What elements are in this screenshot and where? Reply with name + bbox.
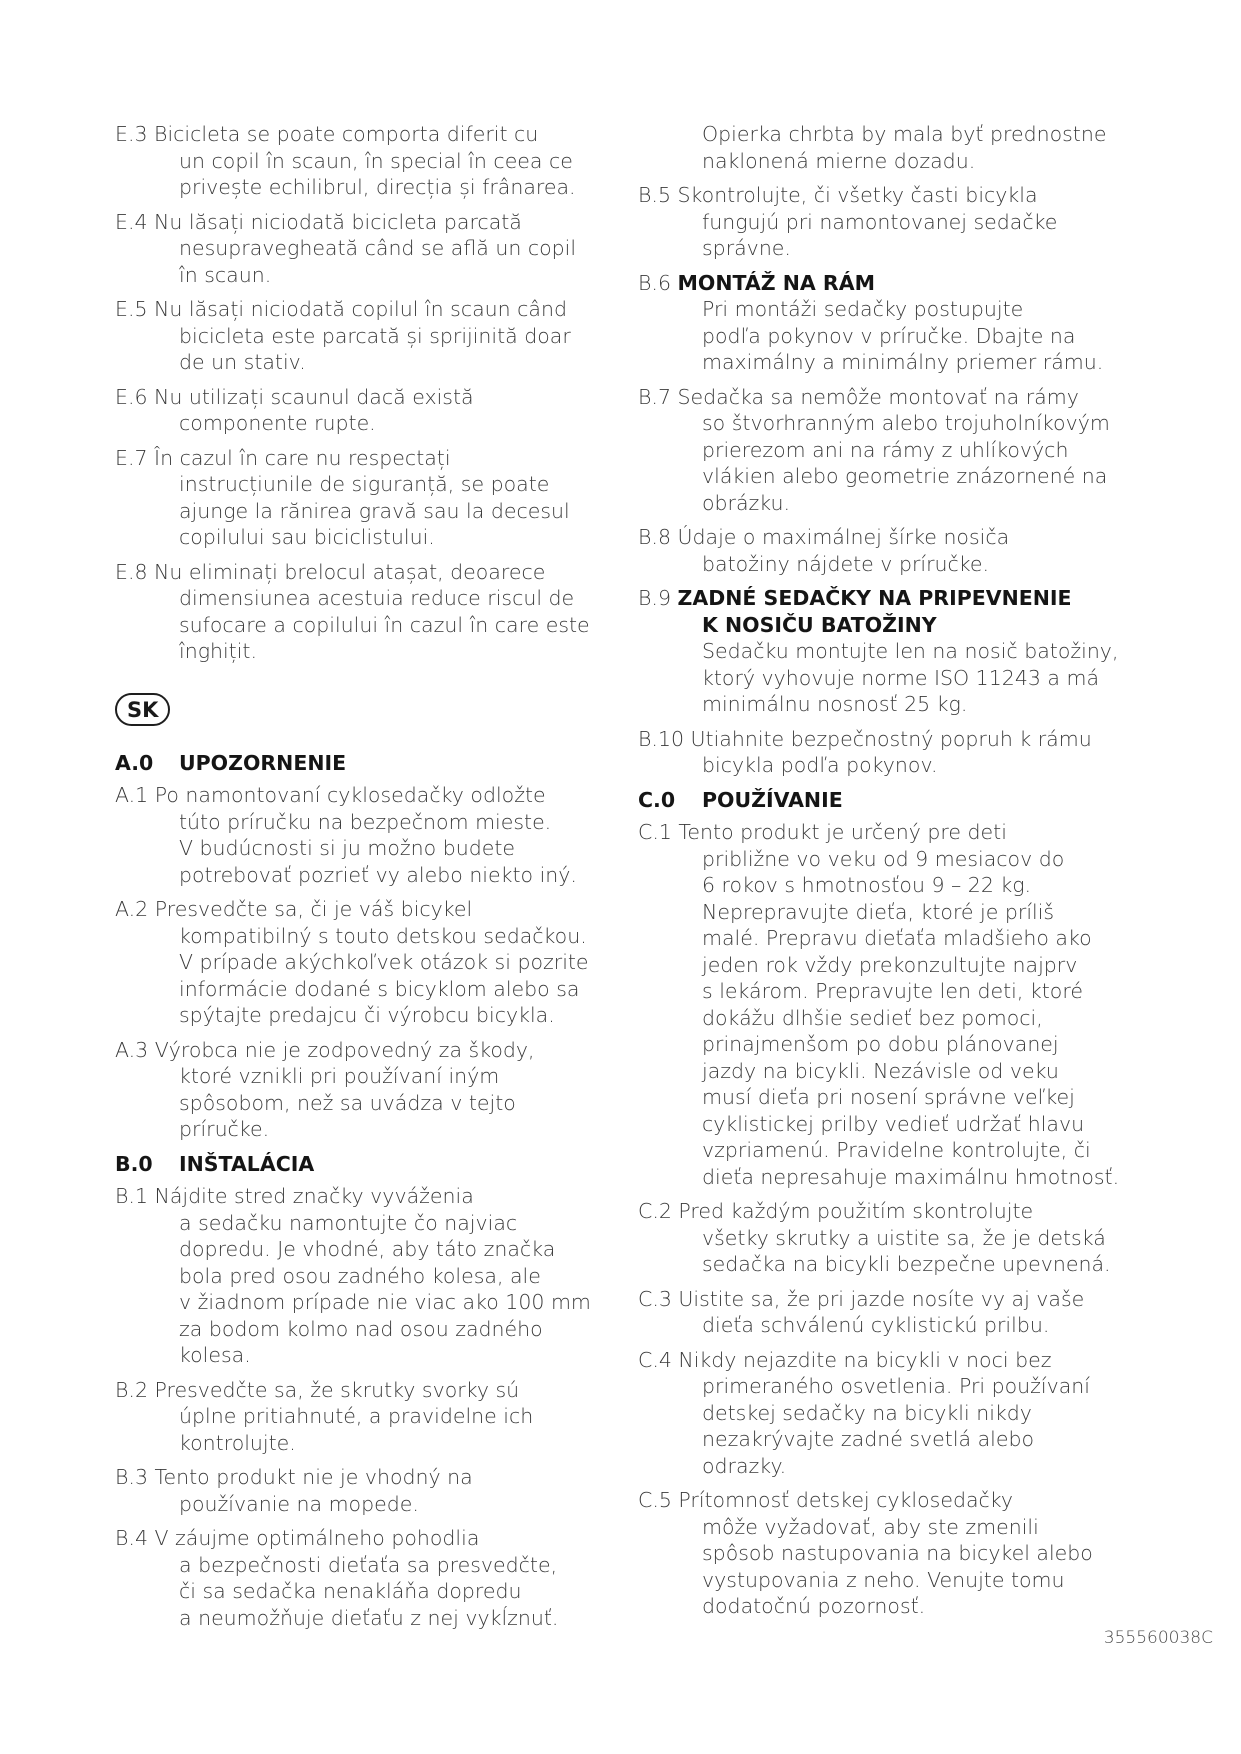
- page-code: 355560038C: [1103, 1628, 1213, 1648]
- item-text: za bodom kolmo nad osou zadného: [179, 1316, 543, 1341]
- item-text: B.3 Tento produkt nie je vhodný na: [115, 1465, 473, 1489]
- item-c4: [638, 1347, 1138, 1480]
- item-text: prinajmenšom po dobu plánovanej: [702, 1032, 1059, 1056]
- item-text: ktorý vyhovuje norme ISO 11243 a má: [702, 665, 1100, 690]
- item-text: C.4 Nikdy nejazdite na bicykli v noci bez: [638, 1347, 1052, 1372]
- item-text: potrebovať pozrieť vy alebo niekto iný.: [179, 862, 577, 887]
- item-e6: [115, 384, 615, 437]
- item-text: obrázku.: [702, 490, 791, 515]
- item-text: primeraného osvetlenia. Pri používaní: [702, 1374, 1090, 1398]
- item-text: či sa sedačka nenakláňa dopredu: [179, 1579, 522, 1603]
- item-b9-title: ZADNÉ SEDAČKY NA PRIPEVNENIE: [677, 586, 1072, 610]
- item-text: ktoré vznikli pri používaní iným: [179, 1064, 500, 1088]
- item-text: so štvorhranným alebo trojuholníkovým: [702, 411, 1110, 435]
- section-code: A.0: [115, 750, 154, 775]
- item-text: jeden rok vždy prekonzultujte najprv: [702, 952, 1078, 977]
- item-text: un copil în scaun, în special în ceea ce: [179, 148, 573, 173]
- item-text: spôsob nastupovania na bicykel alebo: [702, 1541, 1093, 1565]
- item-text: B.5 Skontrolujte, či všetky časti bicykla: [638, 183, 1038, 207]
- item-code: B.6: [638, 270, 671, 295]
- item-text: A.2 Presvedčte sa, či je váš bicykel: [115, 897, 473, 921]
- item-text: în scaun.: [179, 262, 272, 287]
- section-code: C.0: [638, 787, 676, 812]
- item-text: C.3 Uistite sa, že pri jazde nosíte vy aj vaše: [638, 1286, 1085, 1311]
- item-text: jazdy na bicykli. Nezávisle od veku: [702, 1058, 1059, 1083]
- item-text: copilului sau biciclistului.: [179, 525, 435, 549]
- item-c2: [638, 1198, 1138, 1278]
- item-a1: [115, 782, 615, 888]
- item-text: túto príručku na bezpečnom mieste.: [179, 809, 552, 834]
- item-text: A.3 Výrobca nie je zodpovedný za škody,: [115, 1037, 535, 1062]
- item-text: E.6 Nu utilizați scaunul dacă există: [115, 384, 474, 409]
- item-text: spýtajte predajcu či výrobcu bicykla.: [179, 1003, 555, 1027]
- item-b4-continued: [638, 121, 1138, 174]
- right-column: [638, 121, 1138, 1628]
- item-text: kolesa.: [179, 1343, 251, 1367]
- item-text: s lekárom. Prepravujte len deti, ktoré: [702, 979, 1083, 1003]
- item-b2: [115, 1377, 615, 1457]
- item-a2: [115, 896, 615, 1029]
- section-title: UPOZORNENIE: [179, 750, 347, 775]
- item-b10: [638, 726, 1138, 779]
- item-text: de un stativ.: [179, 350, 306, 374]
- section-heading-c0: [638, 787, 1138, 814]
- item-b6: [638, 270, 1138, 376]
- item-text: úplne pritiahnuté, a pravidelne ich: [179, 1404, 534, 1428]
- item-e8: [115, 559, 615, 665]
- item-b6-heading-line: [638, 270, 1138, 297]
- item-e7: [115, 445, 615, 551]
- item-b4: [115, 1525, 615, 1631]
- item-text: bola pred osou zadného kolesa, ale: [179, 1263, 541, 1288]
- item-text: dieťa schválenú cyklistickú prilbu.: [702, 1313, 1050, 1337]
- item-b8: [638, 524, 1138, 577]
- item-text: E.5 Nu lăsați niciodată copilul în scaun când: [115, 297, 567, 321]
- item-c5: [638, 1487, 1138, 1620]
- item-text: Opierka chrbta by mala byť prednostne: [702, 122, 1107, 146]
- item-text: v žiadnom prípade nie viac ako 100 mm: [179, 1290, 591, 1314]
- item-text: dimensiunea acestuia reduce riscul de: [179, 586, 575, 610]
- item-text: podľa pokynov v príručke. Dbajte na: [702, 323, 1076, 348]
- item-b1: [115, 1183, 615, 1369]
- item-text: 6 rokov s hmotnosťou 9 – 22 kg.: [702, 873, 1032, 897]
- item-b7: [638, 384, 1138, 517]
- item-text: musí dieťa pri nosení správne veľkej: [702, 1085, 1075, 1109]
- item-text: V budúcnosti si ju možno budete: [179, 836, 515, 860]
- item-text: vlákien alebo geometrie znázornené na: [702, 464, 1108, 488]
- item-text: nesupravegheată când se află un copil: [179, 236, 577, 260]
- item-text: Neprepravujte dieťa, ktoré je príliš: [702, 899, 1055, 924]
- section-heading-a0: [115, 750, 615, 777]
- item-text: E.3 Bicicleta se poate comporta diferit cu: [115, 122, 539, 146]
- item-text: C.1 Tento produkt je určený pre deti: [638, 820, 1007, 844]
- item-text: C.5 Prítomnosť detskej cyklosedačky: [638, 1488, 1014, 1512]
- item-text: dodatočnú pozornosť.: [702, 1594, 926, 1618]
- item-text: dopredu. Je vhodné, aby táto značka: [179, 1237, 556, 1261]
- item-text: A.1 Po namontovaní cyklosedačky odložte: [115, 783, 546, 807]
- item-b5: [638, 182, 1138, 262]
- item-text: maximálny a minimálny priemer rámu.: [702, 350, 1104, 374]
- item-text: a neumožňuje dieťaťu z nej vykĺznuť.: [179, 1605, 559, 1630]
- item-text: malé. Prepravu dieťaťa mladšieho ako: [702, 926, 1092, 950]
- item-text: kontrolujte.: [179, 1430, 296, 1455]
- item-text: dokážu dlhšie sedieť bez pomoci,: [702, 1005, 1043, 1030]
- item-text: B.10 Utiahnite bezpečnostný popruh k rámu: [638, 726, 1092, 751]
- item-b9-title-cont: K NOSIČU BATOŽINY: [702, 612, 937, 637]
- item-text: prierezom ani na rámy z uhlíkových: [702, 437, 1069, 462]
- item-c1: [638, 819, 1138, 1190]
- item-text: E.8 Nu eliminați brelocul atașat, deoarece: [115, 559, 546, 584]
- item-text: componente rupte.: [179, 411, 376, 435]
- item-text: B.1 Nájdite stred značky vyváženia: [115, 1184, 474, 1208]
- item-text: a sedačku namontujte čo najviac: [179, 1210, 518, 1235]
- item-text: E.7 În cazul în care nu respectați: [115, 445, 451, 470]
- section-title: POUŽÍVANIE: [702, 787, 843, 812]
- item-text: B.4 V záujme optimálneho pohodlia: [115, 1526, 480, 1550]
- item-text: odrazky.: [702, 1453, 787, 1478]
- item-text: bicykla podľa pokynov.: [702, 753, 938, 777]
- item-text: bicicleta este parcată și sprijinită doar: [179, 323, 571, 348]
- item-text: Pri montáži sedačky postupujte: [702, 297, 1024, 321]
- item-text: batožiny nájdete v príručke.: [702, 551, 990, 576]
- item-text: instrucțiunile de siguranță, se poate: [179, 472, 550, 496]
- item-text: dieťa nepresahuje maximálnu hmotnosť.: [702, 1164, 1120, 1189]
- language-badge-sk: SK: [115, 693, 170, 726]
- item-text: înghițit.: [179, 639, 257, 663]
- item-text: B.7 Sedačka sa nemôže montovať na rámy: [638, 384, 1079, 409]
- item-text: detskej sedačky na bicykli nikdy: [702, 1400, 1032, 1425]
- section-title: INŠTALÁCIA: [179, 1151, 315, 1176]
- item-b3: [115, 1464, 615, 1517]
- item-text: ajunge la rănirea gravă sau la decesul: [179, 498, 570, 523]
- item-text: nezakrývajte zadné svetlá alebo: [702, 1427, 1035, 1451]
- item-text: B.8 Údaje o maximálnej šírke nosiča: [638, 525, 1010, 549]
- item-text: naklonená mierne dozadu.: [702, 148, 976, 173]
- item-text: sufocare a copilului în cazul în care este: [179, 612, 590, 637]
- item-a3: [115, 1037, 615, 1143]
- item-text: C.2 Pred každým použitím skontrolujte: [638, 1199, 1034, 1223]
- item-e4: [115, 209, 615, 289]
- item-text: môže vyžadovať, aby ste zmenili: [702, 1514, 1039, 1539]
- item-text: sedačka na bicykli bezpečne upevnená.: [702, 1252, 1111, 1276]
- item-text: V prípade akýchkoľvek otázok si pozrite: [179, 950, 589, 974]
- item-text: fungujú pri namontovanej sedačke: [702, 209, 1058, 234]
- item-text: všetky skrutky a uistite sa, že je detská: [702, 1225, 1106, 1250]
- item-b9-heading-line: [638, 585, 1138, 612]
- item-text: spôsobom, než sa uvádza v tejto: [179, 1090, 516, 1115]
- item-code: B.9: [638, 586, 671, 610]
- item-text: a bezpečnosti dieťaťa sa presvedčte,: [179, 1552, 558, 1577]
- item-e5: [115, 296, 615, 376]
- item-text: cyklistickej prilby vedieť udržať hlavu: [702, 1111, 1085, 1136]
- item-text: B.2 Presvedčte sa, že skrutky svorky sú: [115, 1377, 520, 1402]
- item-text: správne.: [702, 236, 791, 260]
- item-text: príručke.: [179, 1117, 270, 1141]
- item-text: približne vo veku od 9 mesiacov do: [702, 846, 1065, 871]
- item-text: informácie dodané s bicyklom alebo sa: [179, 976, 580, 1001]
- item-text: vzpriamenú. Pravidelne kontrolujte, či: [702, 1138, 1091, 1162]
- section-heading-b0: [115, 1151, 615, 1178]
- section-code: B.0: [115, 1151, 153, 1176]
- item-text: Sedačku montujte len na nosič batožiny,: [702, 639, 1119, 663]
- item-c3: [638, 1286, 1138, 1339]
- item-text: minimálnu nosnosť 25 kg.: [702, 692, 968, 716]
- item-text: používanie na mopede.: [179, 1491, 419, 1516]
- item-e3: [115, 121, 615, 201]
- item-text: privește echilibrul, direcția și frânarea.: [179, 175, 576, 199]
- item-b6-title: MONTÁŽ NA RÁM: [677, 270, 875, 295]
- item-text: vystupovania z neho. Venujte tomu: [702, 1567, 1065, 1592]
- item-text: kompatibilný s touto detskou sedačkou.: [179, 923, 587, 948]
- item-text: E.4 Nu lăsați niciodată bicicleta parcată: [115, 209, 522, 234]
- item-b9: [638, 585, 1138, 718]
- left-column: [115, 121, 615, 1639]
